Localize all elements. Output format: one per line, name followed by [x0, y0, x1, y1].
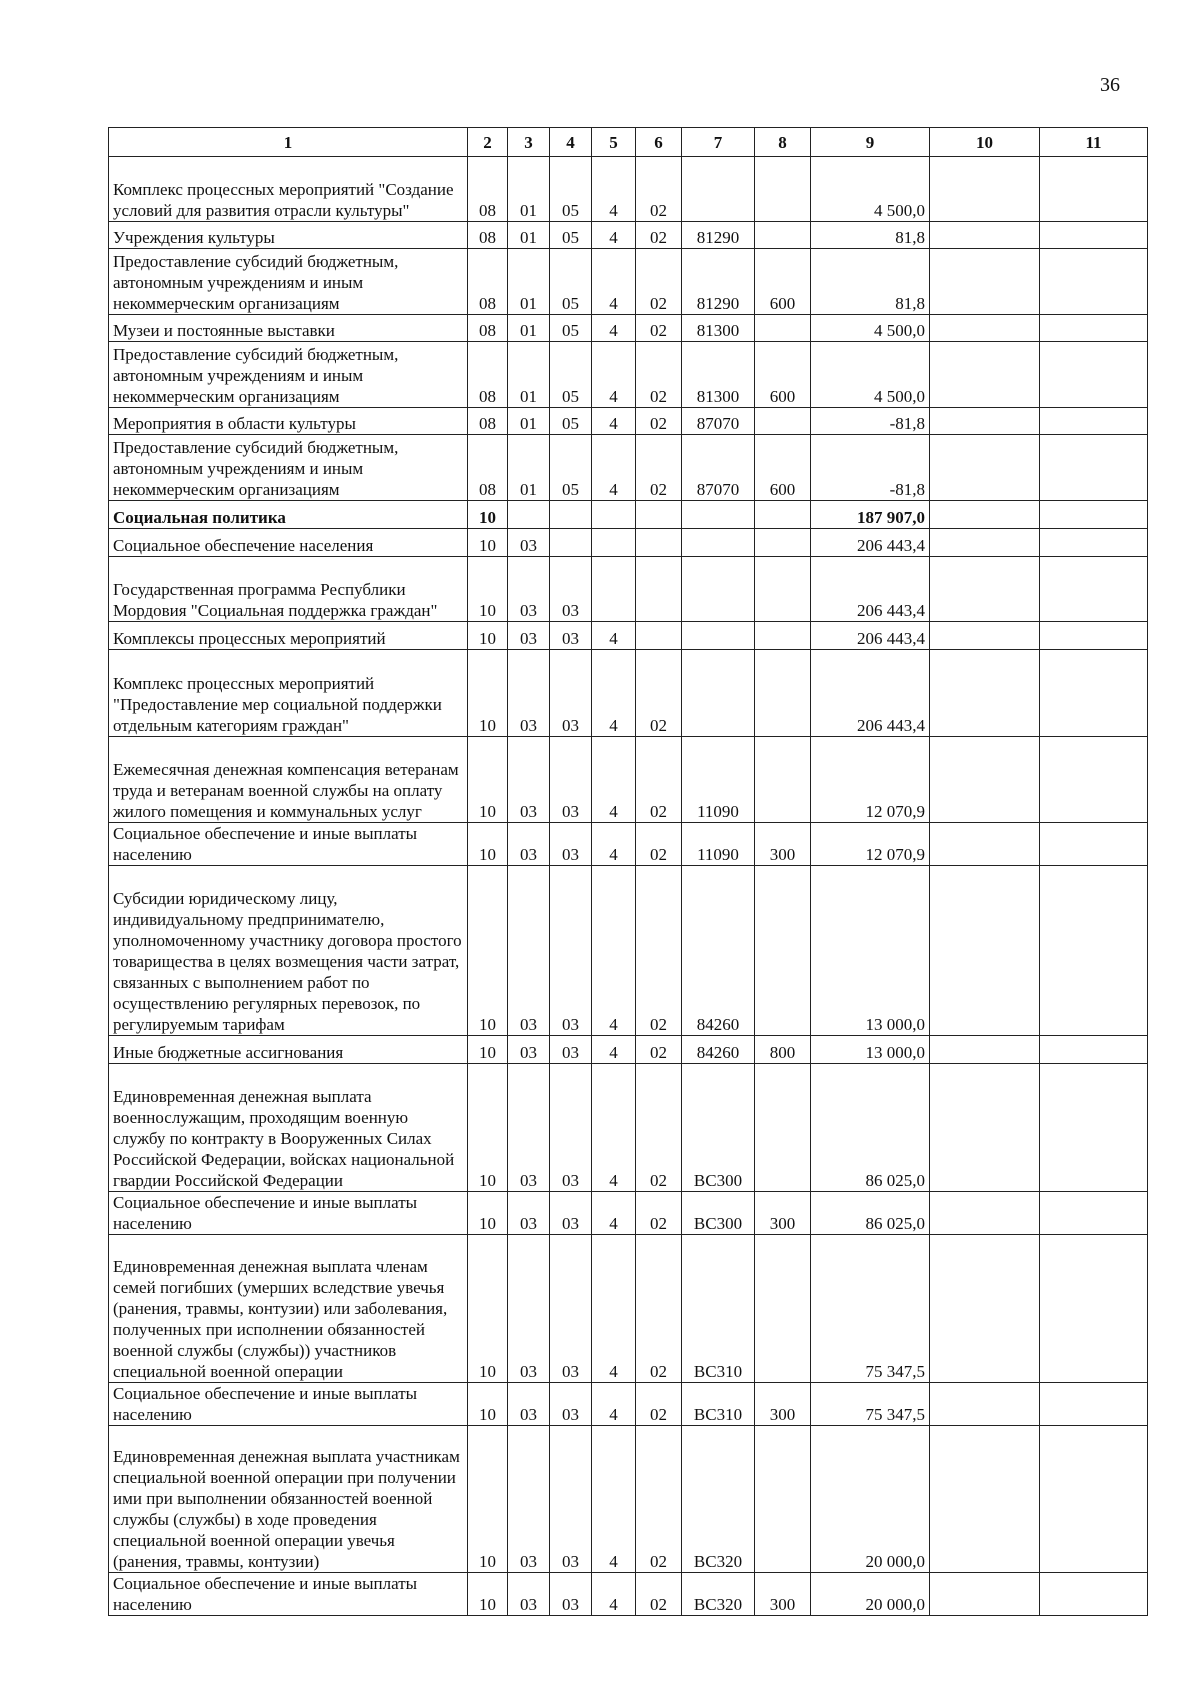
code-cell: 4 — [592, 222, 636, 249]
code-cell: 02 — [636, 249, 682, 315]
code-cell: 4 — [592, 622, 636, 650]
column-header: 2 — [468, 128, 508, 157]
code-cell — [592, 557, 636, 622]
page-number: 36 — [1100, 74, 1120, 96]
row-name: Единовременная денежная выплата участникам специальной военной операции при получении ими при выполнении обязанностей военной службы (службы) в ходе проведения специальной военной операции увечья (ранения, травмы, контузии) — [109, 1426, 468, 1573]
empty-cell — [1040, 1036, 1148, 1064]
column-header: 6 — [636, 128, 682, 157]
code-cell: 87070 — [682, 435, 755, 501]
code-cell: 10 — [468, 823, 508, 866]
code-cell: 4 — [592, 157, 636, 222]
code-cell: 02 — [636, 1235, 682, 1383]
empty-cell — [930, 1036, 1040, 1064]
code-cell: 300 — [755, 1573, 811, 1616]
column-header: 11 — [1040, 128, 1148, 157]
empty-cell — [930, 408, 1040, 435]
empty-cell — [1040, 1192, 1148, 1235]
code-cell: 02 — [636, 157, 682, 222]
empty-cell — [1040, 1573, 1148, 1616]
column-header: 7 — [682, 128, 755, 157]
code-cell: 03 — [550, 622, 592, 650]
amount-cell: 86 025,0 — [811, 1064, 930, 1192]
empty-cell — [1040, 866, 1148, 1036]
code-cell: ВС310 — [682, 1235, 755, 1383]
table-row — [109, 222, 1148, 249]
empty-cell — [930, 1383, 1040, 1426]
code-cell: 81300 — [682, 315, 755, 342]
row-name: Ежемесячная денежная компенсация ветеранам труда и ветеранам военной службы на оплату жилого помещения и коммунальных услуг — [109, 737, 468, 823]
code-cell: 01 — [508, 157, 550, 222]
code-cell — [755, 1426, 811, 1573]
code-cell — [755, 622, 811, 650]
code-cell: 10 — [468, 866, 508, 1036]
code-cell: 600 — [755, 342, 811, 408]
table-row — [109, 1192, 1148, 1235]
column-header: 3 — [508, 128, 550, 157]
code-cell: 10 — [468, 622, 508, 650]
amount-cell: 75 347,5 — [811, 1235, 930, 1383]
code-cell: 01 — [508, 222, 550, 249]
code-cell: 4 — [592, 249, 636, 315]
code-cell: 01 — [508, 342, 550, 408]
row-name: Комплекс процессных мероприятий "Предоставление мер социальной поддержки отдельным категориям граждан" — [109, 650, 468, 737]
code-cell: 01 — [508, 435, 550, 501]
column-header: 8 — [755, 128, 811, 157]
table-row — [109, 1573, 1148, 1616]
row-name: Социальная политика — [109, 501, 468, 529]
code-cell: 01 — [508, 249, 550, 315]
code-cell: 10 — [468, 1235, 508, 1383]
row-name: Предоставление субсидий бюджетным, автономным учреждениям и иным некоммерческим организациям — [109, 435, 468, 501]
empty-cell — [930, 222, 1040, 249]
empty-cell — [1040, 557, 1148, 622]
code-cell: 02 — [636, 737, 682, 823]
table-row — [109, 737, 1148, 823]
empty-cell — [930, 315, 1040, 342]
amount-cell: 4 500,0 — [811, 157, 930, 222]
code-cell: 03 — [550, 1064, 592, 1192]
table-row — [109, 650, 1148, 737]
table-row — [109, 622, 1148, 650]
code-cell — [508, 501, 550, 529]
table-row — [109, 435, 1148, 501]
code-cell — [682, 157, 755, 222]
amount-cell: 4 500,0 — [811, 315, 930, 342]
empty-cell — [930, 342, 1040, 408]
code-cell: 4 — [592, 1383, 636, 1426]
empty-cell — [1040, 650, 1148, 737]
code-cell: 03 — [508, 650, 550, 737]
code-cell: 03 — [508, 737, 550, 823]
code-cell: 02 — [636, 315, 682, 342]
amount-cell: -81,8 — [811, 408, 930, 435]
code-cell: 10 — [468, 557, 508, 622]
code-cell: 11090 — [682, 737, 755, 823]
code-cell: 4 — [592, 435, 636, 501]
code-cell: 03 — [508, 557, 550, 622]
code-cell: ВС320 — [682, 1426, 755, 1573]
empty-cell — [1040, 435, 1148, 501]
code-cell: 03 — [508, 866, 550, 1036]
amount-cell: 86 025,0 — [811, 1192, 930, 1235]
code-cell: 10 — [468, 501, 508, 529]
table-row — [109, 866, 1148, 1036]
row-name: Комплексы процессных мероприятий — [109, 622, 468, 650]
amount-cell: 187 907,0 — [811, 501, 930, 529]
code-cell — [636, 529, 682, 557]
table-row — [109, 315, 1148, 342]
code-cell: 4 — [592, 737, 636, 823]
code-cell: 03 — [550, 866, 592, 1036]
amount-cell: 206 443,4 — [811, 529, 930, 557]
table-row — [109, 249, 1148, 315]
empty-cell — [930, 737, 1040, 823]
row-name: Предоставление субсидий бюджетным, автономным учреждениям и иным некоммерческим организациям — [109, 342, 468, 408]
code-cell: 01 — [508, 315, 550, 342]
code-cell: 4 — [592, 823, 636, 866]
empty-cell — [930, 1192, 1040, 1235]
empty-cell — [1040, 1383, 1148, 1426]
code-cell: 02 — [636, 1573, 682, 1616]
code-cell — [755, 222, 811, 249]
code-cell: 300 — [755, 1192, 811, 1235]
code-cell: 01 — [508, 408, 550, 435]
empty-cell — [1040, 1426, 1148, 1573]
row-name: Музеи и постоянные выставки — [109, 315, 468, 342]
table-row — [109, 408, 1148, 435]
code-cell: ВС300 — [682, 1064, 755, 1192]
amount-cell: 81,8 — [811, 222, 930, 249]
code-cell: 02 — [636, 222, 682, 249]
code-cell: 4 — [592, 650, 636, 737]
row-name: Социальное обеспечение и иные выплаты населению — [109, 1383, 468, 1426]
code-cell: 800 — [755, 1036, 811, 1064]
code-cell: 05 — [550, 342, 592, 408]
code-cell: 300 — [755, 823, 811, 866]
empty-cell — [930, 157, 1040, 222]
table-body — [109, 157, 1148, 1616]
column-header: 9 — [811, 128, 930, 157]
code-cell — [755, 315, 811, 342]
code-cell: 4 — [592, 1235, 636, 1383]
amount-cell: 81,8 — [811, 249, 930, 315]
code-cell: 05 — [550, 222, 592, 249]
code-cell: 10 — [468, 1036, 508, 1064]
code-cell: 03 — [508, 1383, 550, 1426]
code-cell: 81300 — [682, 342, 755, 408]
code-cell: 08 — [468, 157, 508, 222]
column-header: 5 — [592, 128, 636, 157]
code-cell — [592, 529, 636, 557]
code-cell: 11090 — [682, 823, 755, 866]
code-cell — [636, 501, 682, 529]
code-cell: ВС310 — [682, 1383, 755, 1426]
code-cell: 4 — [592, 1036, 636, 1064]
code-cell: 02 — [636, 435, 682, 501]
code-cell: 08 — [468, 222, 508, 249]
code-cell: 4 — [592, 1064, 636, 1192]
code-cell: 03 — [508, 529, 550, 557]
code-cell: 08 — [468, 342, 508, 408]
code-cell: 03 — [508, 1192, 550, 1235]
code-cell: 08 — [468, 435, 508, 501]
code-cell: 05 — [550, 435, 592, 501]
table-row — [109, 823, 1148, 866]
code-cell — [636, 557, 682, 622]
empty-cell — [1040, 737, 1148, 823]
code-cell: 10 — [468, 529, 508, 557]
empty-cell — [930, 650, 1040, 737]
row-name: Социальное обеспечение и иные выплаты населению — [109, 1192, 468, 1235]
code-cell — [755, 501, 811, 529]
column-header: 10 — [930, 128, 1040, 157]
row-name: Социальное обеспечение и иные выплаты населению — [109, 823, 468, 866]
code-cell — [636, 622, 682, 650]
code-cell: 600 — [755, 435, 811, 501]
table-header-row — [109, 128, 1148, 157]
code-cell — [550, 501, 592, 529]
code-cell: 10 — [468, 1573, 508, 1616]
code-cell — [755, 529, 811, 557]
code-cell: ВС320 — [682, 1573, 755, 1616]
amount-cell: 206 443,4 — [811, 622, 930, 650]
code-cell — [682, 650, 755, 737]
code-cell: 08 — [468, 408, 508, 435]
code-cell — [755, 157, 811, 222]
code-cell — [682, 557, 755, 622]
table-row — [109, 557, 1148, 622]
code-cell: 4 — [592, 1192, 636, 1235]
amount-cell: 12 070,9 — [811, 823, 930, 866]
code-cell: 02 — [636, 823, 682, 866]
code-cell: 10 — [468, 1383, 508, 1426]
column-header: 1 — [109, 128, 468, 157]
code-cell: 300 — [755, 1383, 811, 1426]
code-cell: 05 — [550, 315, 592, 342]
code-cell: 02 — [636, 342, 682, 408]
code-cell: 10 — [468, 737, 508, 823]
empty-cell — [930, 866, 1040, 1036]
code-cell: 10 — [468, 650, 508, 737]
code-cell: ВС300 — [682, 1192, 755, 1235]
empty-cell — [930, 1235, 1040, 1383]
code-cell: 05 — [550, 157, 592, 222]
table-row — [109, 529, 1148, 557]
row-name: Единовременная денежная выплата военнослужащим, проходящим военную службу по контракту в Вооруженных Силах Российской Федерации, войсках национальной гвардии Российской Федерации — [109, 1064, 468, 1192]
empty-cell — [930, 435, 1040, 501]
empty-cell — [1040, 529, 1148, 557]
empty-cell — [930, 823, 1040, 866]
code-cell: 08 — [468, 315, 508, 342]
amount-cell: 4 500,0 — [811, 342, 930, 408]
empty-cell — [1040, 157, 1148, 222]
code-cell: 4 — [592, 1426, 636, 1573]
table-row — [109, 1426, 1148, 1573]
empty-cell — [1040, 408, 1148, 435]
code-cell: 03 — [550, 737, 592, 823]
code-cell: 03 — [550, 1036, 592, 1064]
row-name: Единовременная денежная выплата членам семей погибших (умерших вследствие увечья (ранения, травмы, контузии) или заболевания, полученных при исполнении обязанностей военной службы (службы)) участников специальной военной операции — [109, 1235, 468, 1383]
empty-cell — [1040, 342, 1148, 408]
code-cell: 03 — [550, 1426, 592, 1573]
table-row — [109, 342, 1148, 408]
code-cell: 02 — [636, 1192, 682, 1235]
code-cell — [755, 1064, 811, 1192]
code-cell: 02 — [636, 1383, 682, 1426]
amount-cell: 13 000,0 — [811, 1036, 930, 1064]
code-cell: 03 — [508, 1573, 550, 1616]
table-row — [109, 1383, 1148, 1426]
code-cell: 03 — [550, 1235, 592, 1383]
code-cell: 02 — [636, 866, 682, 1036]
code-cell: 03 — [508, 1426, 550, 1573]
code-cell — [592, 501, 636, 529]
code-cell: 02 — [636, 1426, 682, 1573]
code-cell: 08 — [468, 249, 508, 315]
amount-cell: 75 347,5 — [811, 1383, 930, 1426]
code-cell: 03 — [508, 1036, 550, 1064]
empty-cell — [1040, 501, 1148, 529]
amount-cell: 12 070,9 — [811, 737, 930, 823]
code-cell: 02 — [636, 408, 682, 435]
code-cell — [550, 529, 592, 557]
code-cell — [682, 622, 755, 650]
amount-cell: 206 443,4 — [811, 557, 930, 622]
code-cell — [755, 866, 811, 1036]
code-cell: 84260 — [682, 866, 755, 1036]
code-cell — [755, 557, 811, 622]
code-cell: 10 — [468, 1426, 508, 1573]
empty-cell — [1040, 1235, 1148, 1383]
row-name: Предоставление субсидий бюджетным, автономным учреждениям и иным некоммерческим организациям — [109, 249, 468, 315]
code-cell: 81290 — [682, 249, 755, 315]
empty-cell — [1040, 222, 1148, 249]
row-name: Социальное обеспечение населения — [109, 529, 468, 557]
code-cell: 84260 — [682, 1036, 755, 1064]
empty-cell — [930, 1064, 1040, 1192]
code-cell: 4 — [592, 342, 636, 408]
code-cell: 4 — [592, 408, 636, 435]
amount-cell: 13 000,0 — [811, 866, 930, 1036]
code-cell: 02 — [636, 1036, 682, 1064]
code-cell: 05 — [550, 249, 592, 315]
row-name: Социальное обеспечение и иные выплаты населению — [109, 1573, 468, 1616]
row-name: Государственная программа Республики Мордовия "Социальная поддержка граждан" — [109, 557, 468, 622]
column-header: 4 — [550, 128, 592, 157]
code-cell: 4 — [592, 1573, 636, 1616]
code-cell — [755, 737, 811, 823]
row-name: Учреждения культуры — [109, 222, 468, 249]
code-cell: 4 — [592, 866, 636, 1036]
empty-cell — [1040, 1064, 1148, 1192]
code-cell — [755, 1235, 811, 1383]
empty-cell — [930, 1573, 1040, 1616]
code-cell — [682, 501, 755, 529]
code-cell — [755, 650, 811, 737]
empty-cell — [1040, 249, 1148, 315]
empty-cell — [930, 622, 1040, 650]
amount-cell: 206 443,4 — [811, 650, 930, 737]
amount-cell: -81,8 — [811, 435, 930, 501]
amount-cell: 20 000,0 — [811, 1573, 930, 1616]
amount-cell: 20 000,0 — [811, 1426, 930, 1573]
table-row — [109, 1036, 1148, 1064]
row-name: Комплекс процессных мероприятий "Создание условий для развития отрасли культуры" — [109, 157, 468, 222]
table-row — [109, 1235, 1148, 1383]
code-cell: 03 — [550, 557, 592, 622]
table-row — [109, 501, 1148, 529]
row-name: Мероприятия в области культуры — [109, 408, 468, 435]
code-cell: 03 — [550, 1383, 592, 1426]
code-cell: 600 — [755, 249, 811, 315]
code-cell: 87070 — [682, 408, 755, 435]
code-cell: 03 — [550, 650, 592, 737]
budget-table — [108, 127, 1148, 1616]
empty-cell — [930, 501, 1040, 529]
code-cell: 02 — [636, 1064, 682, 1192]
code-cell: 03 — [508, 823, 550, 866]
code-cell — [755, 408, 811, 435]
code-cell: 05 — [550, 408, 592, 435]
code-cell: 02 — [636, 650, 682, 737]
code-cell — [682, 529, 755, 557]
code-cell: 10 — [468, 1064, 508, 1192]
code-cell: 03 — [550, 1573, 592, 1616]
empty-cell — [930, 557, 1040, 622]
code-cell: 03 — [508, 1235, 550, 1383]
row-name: Субсидии юридическому лицу, индивидуальному предпринимателю, уполномоченному участнику договора простого товарищества в целях возмещения части затрат, связанных с выполнением работ по осуществлению регулярных перевозок, по регулируемым тарифам — [109, 866, 468, 1036]
empty-cell — [930, 249, 1040, 315]
empty-cell — [930, 1426, 1040, 1573]
code-cell: 81290 — [682, 222, 755, 249]
code-cell: 03 — [550, 1192, 592, 1235]
code-cell: 03 — [508, 622, 550, 650]
row-name: Иные бюджетные ассигнования — [109, 1036, 468, 1064]
table-row — [109, 157, 1148, 222]
empty-cell — [1040, 622, 1148, 650]
empty-cell — [1040, 315, 1148, 342]
code-cell: 4 — [592, 315, 636, 342]
empty-cell — [930, 529, 1040, 557]
empty-cell — [1040, 823, 1148, 866]
code-cell: 03 — [550, 823, 592, 866]
code-cell: 03 — [508, 1064, 550, 1192]
code-cell: 10 — [468, 1192, 508, 1235]
table-row — [109, 1064, 1148, 1192]
